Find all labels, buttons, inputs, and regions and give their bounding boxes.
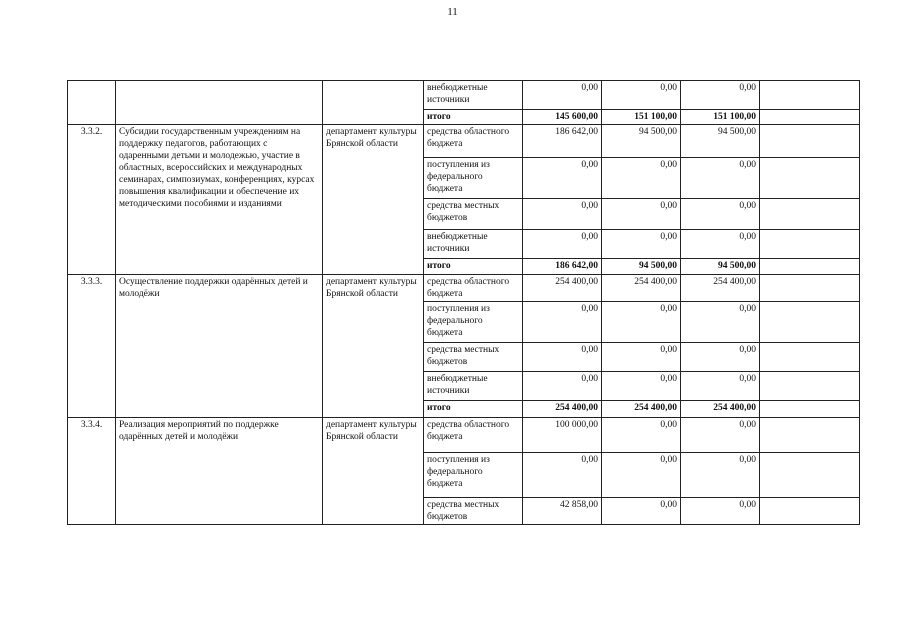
value-cell: 0,00 [523,230,602,259]
source-cell: итого [424,401,523,418]
table-row [68,275,860,302]
source-cell: средства местных бюджетов [424,199,523,230]
executor-cell: департамент культуры Брянской области [323,275,424,418]
source-cell: внебюджетные источники [424,230,523,259]
value-cell: 151 100,00 [681,110,760,125]
value-cell: 0,00 [602,372,681,401]
title-cell: Осуществление поддержки одарённых детей и молодёжи [116,275,323,418]
value-cell: 186 642,00 [523,125,602,158]
empty-cell [760,401,860,418]
value-cell: 151 100,00 [602,110,681,125]
source-cell: средства областного бюджета [424,125,523,158]
value-cell: 0,00 [681,302,760,343]
value-cell: 94 500,00 [681,125,760,158]
value-cell: 0,00 [602,302,681,343]
value-cell: 0,00 [523,81,602,110]
value-cell: 0,00 [681,372,760,401]
empty-cell [760,418,860,453]
value-cell: 0,00 [681,199,760,230]
title-cell: Реализация мероприятий по поддержке одарённых детей и молодёжи [116,418,323,525]
value-cell: 0,00 [681,230,760,259]
value-cell: 0,00 [602,158,681,199]
value-cell: 254 400,00 [681,275,760,302]
value-cell: 254 400,00 [602,275,681,302]
value-cell: 0,00 [523,343,602,372]
value-cell: 0,00 [602,230,681,259]
empty-cell [760,230,860,259]
code-cell: 3.3.3. [68,275,116,418]
value-cell: 254 400,00 [523,401,602,418]
value-cell: 0,00 [523,158,602,199]
empty-cell [760,125,860,158]
source-cell: поступления из федерального бюджета [424,453,523,498]
value-cell: 0,00 [523,372,602,401]
value-cell: 0,00 [681,343,760,372]
empty-cell [760,498,860,525]
table-row [68,125,860,158]
source-cell: итого [424,259,523,275]
empty-cell [760,275,860,302]
empty-cell [760,302,860,343]
value-cell: 0,00 [681,453,760,498]
code-cell: 3.3.2. [68,125,116,275]
value-cell: 0,00 [602,418,681,453]
value-cell: 94 500,00 [602,125,681,158]
budget-table [67,80,860,525]
source-cell: внебюджетные источники [424,81,523,110]
value-cell: 0,00 [523,453,602,498]
value-cell: 186 642,00 [523,259,602,275]
value-cell: 254 400,00 [681,401,760,418]
value-cell: 0,00 [681,418,760,453]
code-cell [68,81,116,125]
value-cell: 94 500,00 [602,259,681,275]
value-cell: 0,00 [602,199,681,230]
executor-cell: департамент культуры Брянской области [323,125,424,275]
value-cell: 0,00 [681,81,760,110]
value-cell: 0,00 [681,498,760,525]
value-cell: 254 400,00 [523,275,602,302]
value-cell: 42 858,00 [523,498,602,525]
empty-cell [760,343,860,372]
empty-cell [760,372,860,401]
empty-cell [760,158,860,199]
source-cell: поступления из федерального бюджета [424,302,523,343]
value-cell: 254 400,00 [602,401,681,418]
value-cell: 0,00 [602,343,681,372]
value-cell: 0,00 [523,302,602,343]
source-cell: итого [424,110,523,125]
source-cell: средства областного бюджета [424,275,523,302]
source-cell: средства областного бюджета [424,418,523,453]
value-cell: 100 000,00 [523,418,602,453]
source-cell: средства местных бюджетов [424,343,523,372]
title-cell: Субсидии государственным учреждениям на поддержку педагогов, работающих с одаренными детьми и молодежью, участие в областных, всероссийских и международных семинарах, симпозиумах, конференциях, курсах повышения квалификации и обеспечение их методическими пособиями и изданиями [116,125,323,275]
empty-cell [760,110,860,125]
page-number: 11 [447,6,458,18]
empty-cell [760,259,860,275]
value-cell: 0,00 [681,158,760,199]
value-cell: 0,00 [523,199,602,230]
source-cell: поступления из федерального бюджета [424,158,523,199]
executor-cell [323,81,424,125]
title-cell [116,81,323,125]
value-cell: 145 600,00 [523,110,602,125]
value-cell: 0,00 [602,81,681,110]
source-cell: внебюджетные источники [424,372,523,401]
value-cell: 0,00 [602,453,681,498]
empty-cell [760,199,860,230]
table-row [68,418,860,453]
value-cell: 94 500,00 [681,259,760,275]
table-row [68,81,860,110]
value-cell: 0,00 [602,498,681,525]
executor-cell: департамент культуры Брянской области [323,418,424,525]
source-cell: средства местных бюджетов [424,498,523,525]
code-cell: 3.3.4. [68,418,116,525]
empty-cell [760,81,860,110]
empty-cell [760,453,860,498]
